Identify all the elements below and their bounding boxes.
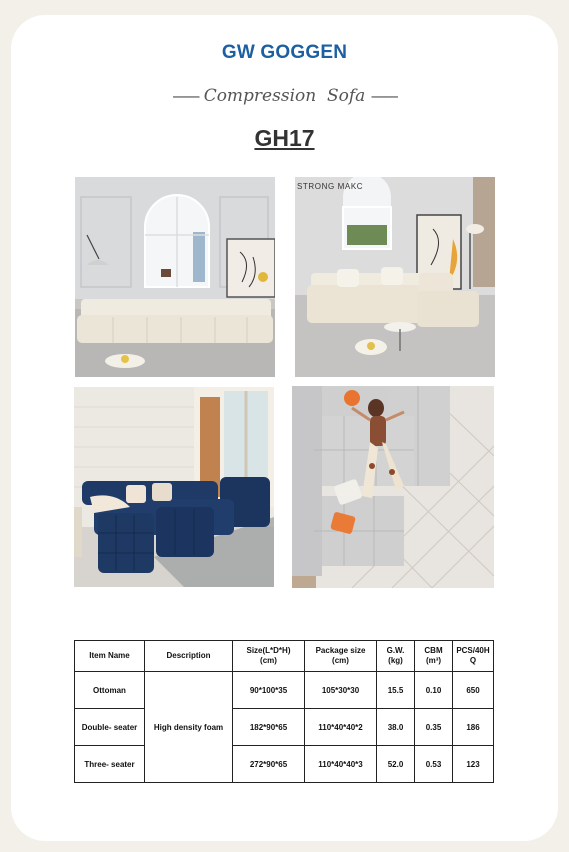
cell-size: 182*90*65 <box>233 709 305 746</box>
table-row <box>75 746 494 783</box>
cell-gross-weight: 38.0 <box>377 709 415 746</box>
product-photo-cream-sectional <box>295 177 495 377</box>
column-header-gross-weight: G.W. (kg) <box>377 641 415 672</box>
cell-item-name: Ottoman <box>75 672 145 709</box>
cell-cbm: 0.53 <box>415 746 453 783</box>
specification-table <box>74 640 494 783</box>
cell-description: High density foam <box>145 672 233 783</box>
column-header-cbm: CBM (m³) <box>415 641 453 672</box>
cell-pcs: 650 <box>453 672 494 709</box>
cell-cbm: 0.35 <box>415 709 453 746</box>
column-header-pcs-per-40hq: PCS/40H Q <box>453 641 494 672</box>
photo-watermark: STRONG MAKC <box>297 182 364 191</box>
product-photo-cream-straight <box>75 177 275 377</box>
product-photo-navy-sectional <box>74 387 274 587</box>
subtitle-dash-right: —— <box>370 87 397 105</box>
subtitle-text: Compression Sofa <box>203 86 366 106</box>
model-number: GH17 <box>254 125 315 151</box>
column-header-size: Size(L*D*H) (cm) <box>233 641 305 672</box>
table-row <box>75 709 494 746</box>
cell-pcs: 123 <box>453 746 494 783</box>
cell-package-size: 110*40*40*3 <box>305 746 377 783</box>
cell-pcs: 186 <box>453 709 494 746</box>
cell-cbm: 0.10 <box>415 672 453 709</box>
product-photo-grey-topdown <box>292 386 494 588</box>
column-header-description: Description <box>145 641 233 672</box>
cell-size: 90*100*35 <box>233 672 305 709</box>
cell-gross-weight: 52.0 <box>377 746 415 783</box>
cell-package-size: 105*30*30 <box>305 672 377 709</box>
column-header-item-name: Item Name <box>75 641 145 672</box>
cell-gross-weight: 15.5 <box>377 672 415 709</box>
cell-item-name: Three- seater <box>75 746 145 783</box>
table-row <box>75 672 494 709</box>
product-subtitle <box>0 86 569 106</box>
cell-size: 272*90*65 <box>233 746 305 783</box>
table-header-row <box>75 641 494 672</box>
brand-title: GW GOGGEN <box>221 42 348 63</box>
column-header-package-size: Package size (cm) <box>305 641 377 672</box>
subtitle-dash-left: —— <box>172 87 199 105</box>
cell-package-size: 110*40*40*2 <box>305 709 377 746</box>
cell-item-name: Double- seater <box>75 709 145 746</box>
